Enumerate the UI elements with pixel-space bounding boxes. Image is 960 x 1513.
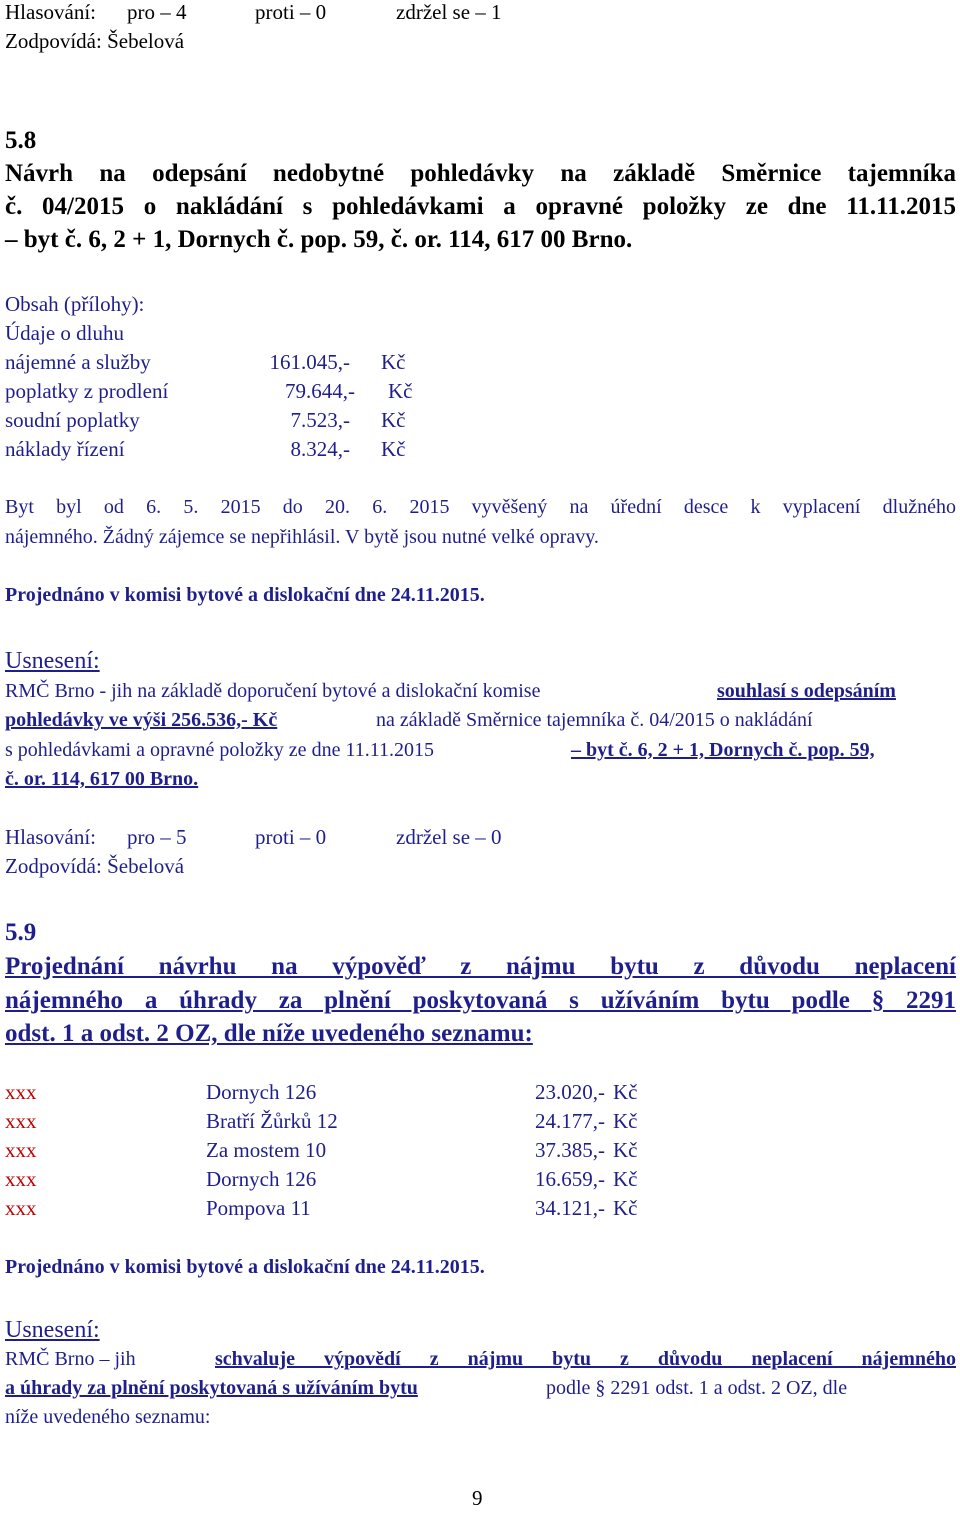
resolution-1-line-3-b: – byt č. 6, 2 + 1, Dornych č. pop. 59, — [571, 739, 875, 761]
resolution-1-line-3-a: s pohledávkami a opravné položky ze dne 11.11.2015 — [5, 739, 434, 761]
resolution-1-line-1-b: souhlasí s odepsáním — [717, 680, 896, 702]
vote-zdrzel-1: zdržel se – 1 — [396, 0, 502, 24]
resolution-label-1: Usnesení: — [5, 648, 100, 674]
resolution-label-2: Usnesení: — [5, 1317, 100, 1343]
tenant-row — [5, 1194, 655, 1223]
tenant-unit: Kč — [613, 1138, 638, 1162]
debt-row — [5, 435, 425, 464]
section-number-5-9: 5.9 — [5, 919, 37, 946]
debt-row — [5, 406, 425, 435]
debt-label: nájemné a služby — [5, 350, 151, 374]
tenant-unit: Kč — [613, 1109, 638, 1133]
vote-label-1: Hlasování: — [5, 0, 96, 24]
paragraph-line-1: Byt byl od 6. 5. 2015 do 20. 6. 2015 vyvěšený na úřední desce k vyplacení dlužného — [5, 496, 956, 518]
tenant-name: xxx — [5, 1138, 37, 1162]
debt-amount: 8.324,- — [290, 437, 350, 461]
debt-unit: Kč — [381, 437, 406, 461]
page-number: 9 — [472, 1486, 483, 1510]
debt-unit: Kč — [388, 379, 413, 403]
tenant-address: Bratří Žůrků 12 — [206, 1109, 338, 1133]
vote-proti-2: proti – 0 — [255, 825, 327, 849]
resolution-2-line-1-b: schvaluje výpovědí z nájmu bytu z důvodu neplacení nájemného — [215, 1348, 956, 1370]
resolution-2-line-2-b: podle § 2291 odst. 1 a odst. 2 OZ, dle — [546, 1377, 848, 1399]
vote-zdrzel-2: zdržel se – 0 — [396, 825, 502, 849]
responsible-1: Zodpovídá: Šebelová — [5, 29, 185, 53]
tenant-amount: 16.659,- — [535, 1167, 605, 1191]
section-title-line-2: č. 04/2015 o nakládání s pohledávkami a opravné položky ze dne 11.11.2015 — [5, 193, 956, 220]
tenant-row — [5, 1078, 655, 1107]
tenant-name: xxx — [5, 1196, 37, 1220]
vote-label-2: Hlasování: — [5, 825, 96, 849]
tenant-address: Dornych 126 — [206, 1080, 317, 1104]
tenant-name: xxx — [5, 1109, 37, 1133]
tenant-name: xxx — [5, 1080, 37, 1104]
debt-row — [5, 377, 425, 406]
tenant-row — [5, 1165, 655, 1194]
resolution-2-line-3: níže uvedeného seznamu: — [5, 1406, 211, 1428]
debt-amount: 7.523,- — [290, 408, 350, 432]
resolution-1-line-4: č. or. 114, 617 00 Brno. — [5, 768, 199, 790]
tenant-address: Pompova 11 — [206, 1196, 311, 1220]
tenant-unit: Kč — [613, 1080, 638, 1104]
resolution-2-line-2-a: a úhrady za plnění poskytovaná s užíváním bytu — [5, 1377, 418, 1399]
tenant-address: Dornych 126 — [206, 1167, 317, 1191]
section-title-line-2: nájemného a úhrady za plnění poskytovaná s užíváním bytu podle § 2291 — [5, 987, 956, 1014]
debt-label: soudní poplatky — [5, 408, 140, 432]
tenant-row — [5, 1107, 655, 1136]
tenant-row — [5, 1136, 655, 1165]
section-title-line-3: odst. 1 a odst. 2 OZ, dle níže uvedeného seznamu: — [5, 1020, 533, 1047]
commission-note-1: Projednáno v komisi bytové a dislokační dne 24.11.2015. — [5, 584, 485, 606]
tenant-name: xxx — [5, 1167, 37, 1191]
commission-note-2: Projednáno v komisi bytové a dislokační dne 24.11.2015. — [5, 1256, 485, 1278]
debt-row — [5, 348, 425, 377]
section-title-line-1: Projednání návrhu na výpověď z nájmu bytu z důvodu neplacení — [5, 953, 956, 980]
vote-pro-2: pro – 5 — [127, 825, 187, 849]
tenant-address: Za mostem 10 — [206, 1138, 327, 1162]
resolution-1-line-2-b: na základě Směrnice tajemníka č. 04/2015 o nakládání — [376, 709, 813, 731]
vote-pro-1: pro – 4 — [127, 0, 187, 24]
tenant-amount: 23.020,- — [535, 1080, 605, 1104]
debt-amount: 161.045,- — [269, 350, 350, 374]
resolution-2-line-1-a: RMČ Brno – jih — [5, 1348, 136, 1370]
tenant-amount: 34.121,- — [535, 1196, 605, 1220]
responsible-2: Zodpovídá: Šebelová — [5, 854, 185, 878]
resolution-1-line-1-a: RMČ Brno - jih na základě doporučení bytové a dislokační komise — [5, 680, 541, 702]
debt-unit: Kč — [381, 350, 406, 374]
debt-unit: Kč — [381, 408, 406, 432]
tenant-unit: Kč — [613, 1167, 638, 1191]
section-number-5-8: 5.8 — [5, 127, 37, 154]
debt-amount: 79.644,- — [285, 379, 355, 403]
resolution-1-line-2-a: pohledávky ve výši 256.536,- Kč — [5, 709, 278, 731]
tenant-amount: 37.385,- — [535, 1138, 605, 1162]
content-label: Obsah (přílohy): — [5, 292, 145, 316]
section-title-line-3: – byt č. 6, 2 + 1, Dornych č. pop. 59, č. or. 114, 617 00 Brno. — [5, 226, 633, 253]
vote-proti-1: proti – 0 — [255, 0, 327, 24]
tenant-unit: Kč — [613, 1196, 638, 1220]
debt-heading: Údaje o dluhu — [5, 321, 124, 345]
debt-label: náklady řízení — [5, 437, 125, 461]
debt-label: poplatky z prodlení — [5, 379, 169, 403]
tenant-amount: 24.177,- — [535, 1109, 605, 1133]
paragraph-line-2: nájemného. Žádný zájemce se nepřihlásil. V bytě jsou nutné velké opravy. — [5, 526, 599, 548]
section-title-line-1: Návrh na odepsání nedobytné pohledávky na základě Směrnice tajemníka — [5, 160, 956, 187]
